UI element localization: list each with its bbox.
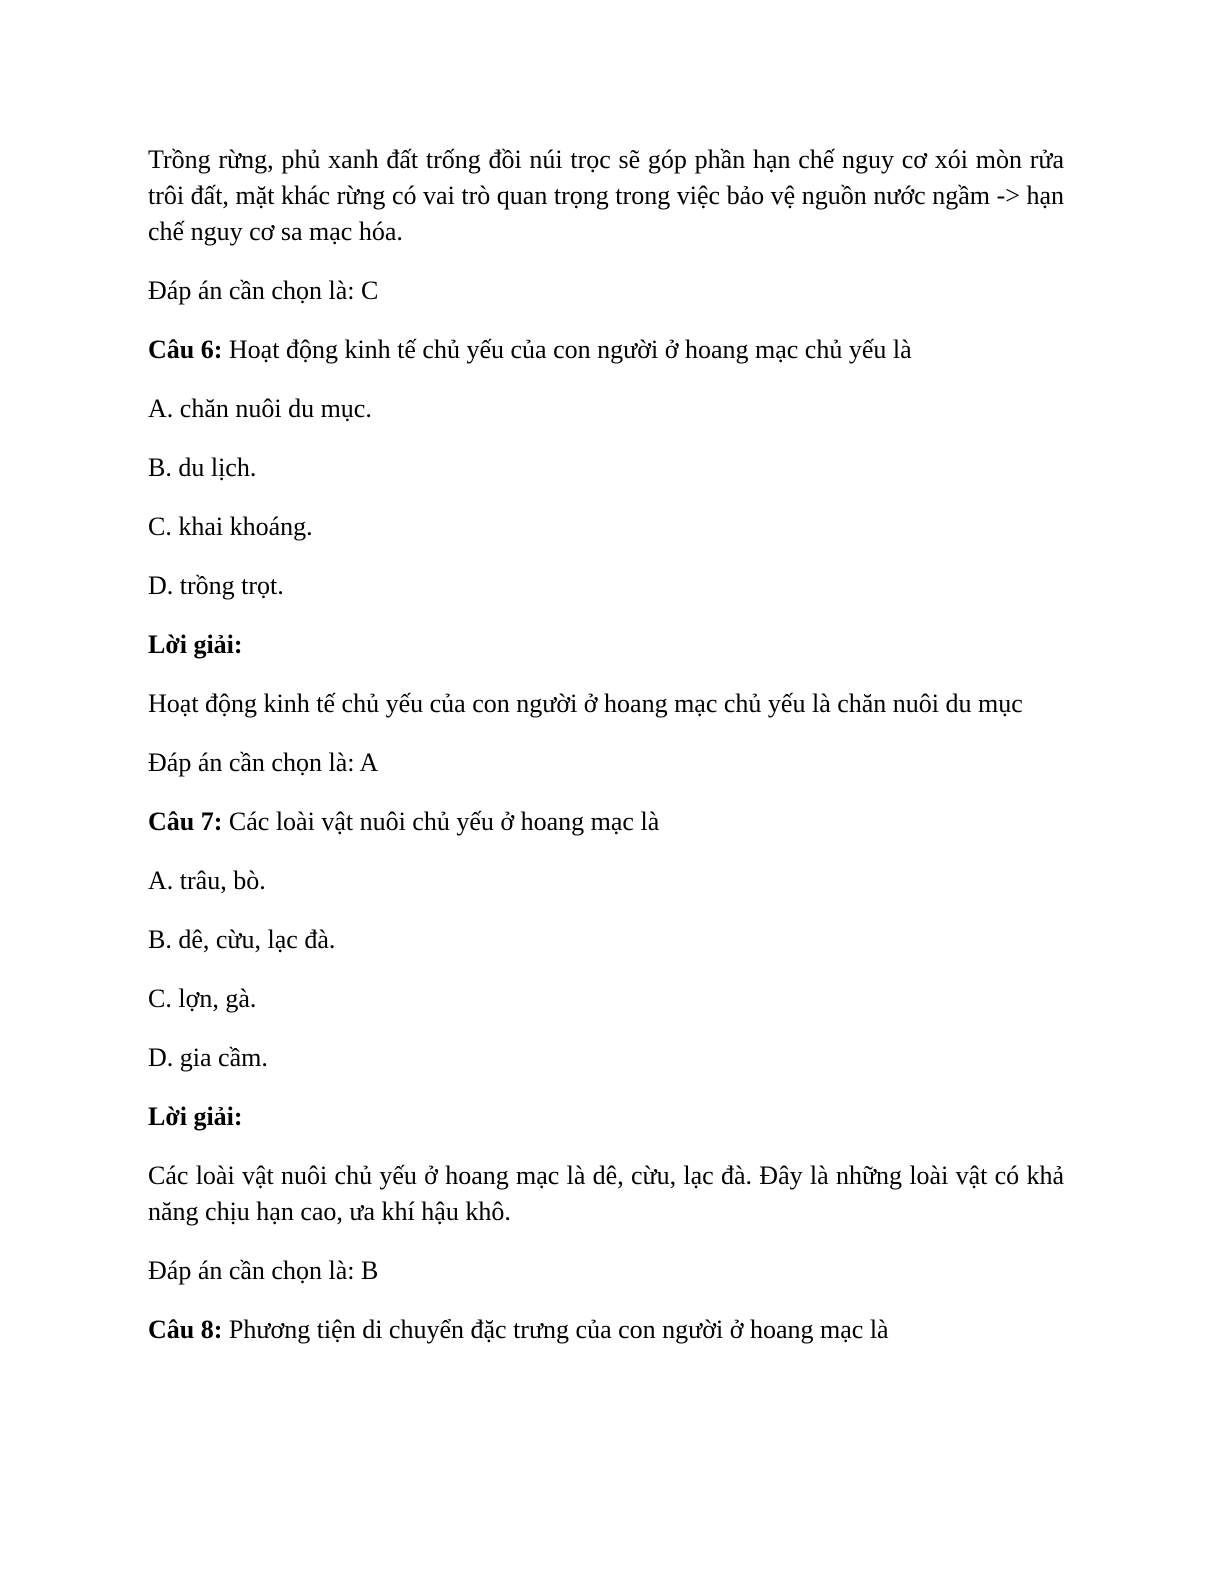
solution-heading: Lời giải: <box>148 1102 243 1131</box>
option-d: D. gia cầm. <box>148 1043 268 1072</box>
question-text: Các loài vật nuôi chủ yếu ở hoang mạc là <box>222 807 660 836</box>
answer-line: Đáp án cần chọn là: A <box>148 748 379 777</box>
option-d: D. trồng trọt. <box>148 571 284 600</box>
question-6 <box>148 332 1064 368</box>
question-label: Câu 6: <box>148 335 223 364</box>
option-c: C. lợn, gà. <box>148 984 257 1013</box>
option-b: B. du lịch. <box>148 453 257 482</box>
question-text: Hoạt động kinh tế chủ yếu của con người ở hoang mạc chủ yếu là <box>222 335 912 364</box>
answer-line: Đáp án cần chọn là: C <box>148 276 379 305</box>
question-label: Câu 8: <box>148 1315 223 1344</box>
option-b: B. dê, cừu, lạc đà. <box>148 925 336 954</box>
question-label: Câu 7: <box>148 807 223 836</box>
question-7 <box>148 804 1064 840</box>
question-8 <box>148 1312 1064 1348</box>
solution-heading: Lời giải: <box>148 630 243 659</box>
option-a: A. chăn nuôi du mục. <box>148 394 372 423</box>
option-a: A. trâu, bò. <box>148 866 266 895</box>
option-c: C. khai khoáng. <box>148 512 313 541</box>
solution-text: Hoạt động kinh tế chủ yếu của con người ở hoang mạc chủ yếu là chăn nuôi du mục <box>148 689 1023 718</box>
answer-line: Đáp án cần chọn là: B <box>148 1256 379 1285</box>
solution-text: Các loài vật nuôi chủ yếu ở hoang mạc là dê, cừu, lạc đà. Đây là những loài vật có khả năng chịu hạn cao, ưa khí hậu khô. <box>148 1161 1064 1226</box>
explanation-paragraph: Trồng rừng, phủ xanh đất trống đồi núi trọc sẽ góp phần hạn chế nguy cơ xói mòn rửa trôi đất, mặt khác rừng có vai trò quan trọng trong việc bảo vệ nguồn nước ngầm -> hạn chế nguy cơ sa mạc hóa. <box>148 145 1064 246</box>
question-text: Phương tiện di chuyển đặc trưng của con người ở hoang mạc là <box>222 1315 889 1344</box>
document-content <box>148 142 1064 1371</box>
